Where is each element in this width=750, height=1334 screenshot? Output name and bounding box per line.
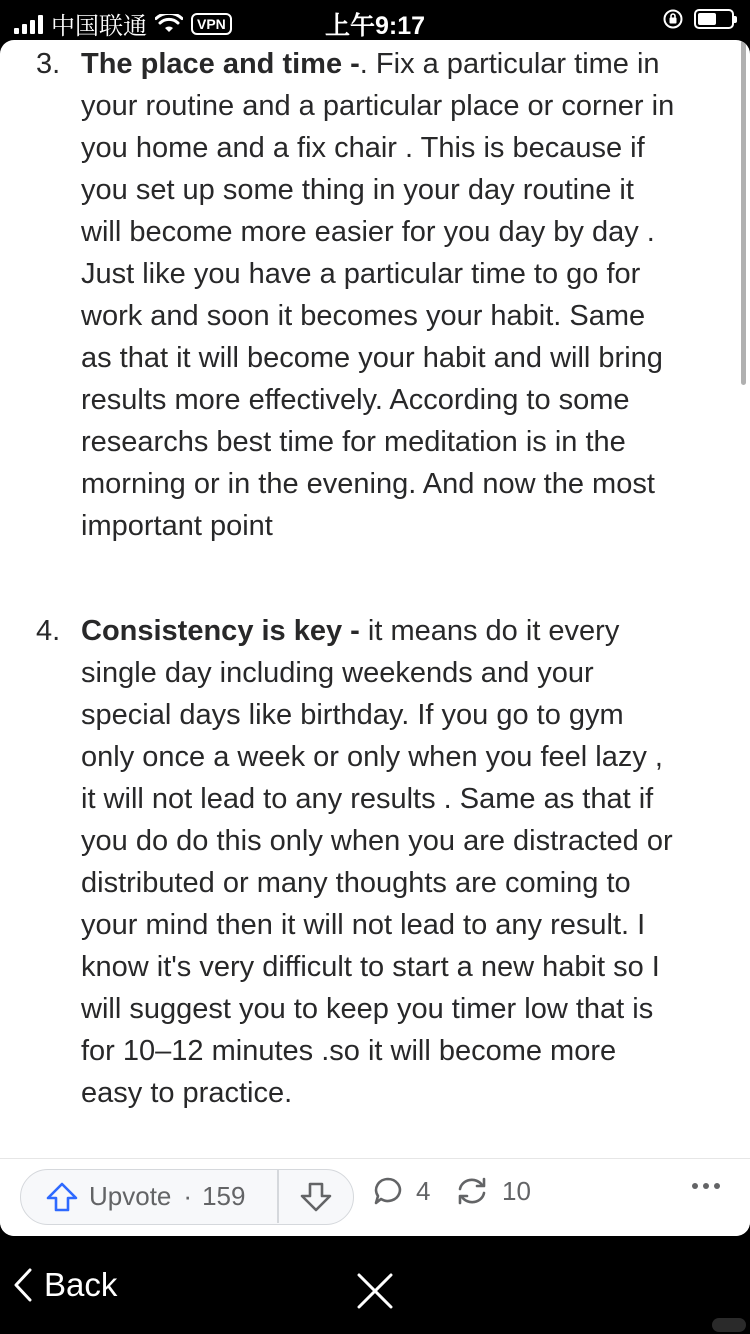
point-body: . Fix a particular time in your routine and a particular place or corner in you home and a fix chair . This is because if you set up some thing in your day routine it will become more easier for you day by day . Just like you have a particular time to go for work and soon it becomes your habit. Same as that it will become your habit and will bring results more effectively. According to some researchs best time for meditation is in the morning or in the evening. And now the most important point — [81, 48, 675, 542]
comment-count: 4 — [416, 1175, 431, 1206]
status-bar — [0, 0, 750, 40]
more-dots-icon — [692, 1183, 698, 1189]
answer-sheet — [0, 40, 750, 1236]
reshare-cycle-icon — [454, 1175, 490, 1207]
status-right — [662, 8, 734, 30]
back-label: Back — [44, 1266, 118, 1303]
status-time: 上午9:17 — [324, 12, 426, 40]
upvote-button[interactable] — [21, 1170, 277, 1223]
rotation-lock-icon — [662, 8, 684, 30]
share-count: 10 — [502, 1175, 531, 1206]
point-heading: The place and time - — [81, 48, 360, 80]
point-heading: Consistency is key - — [81, 615, 360, 647]
downvote-button[interactable] — [279, 1170, 353, 1223]
close-x-icon — [356, 1272, 394, 1310]
point-number: 3. — [36, 48, 61, 80]
upvote-count: 159 — [202, 1181, 246, 1211]
chevron-left-icon — [12, 1267, 34, 1303]
watermark — [712, 1318, 746, 1332]
arrow-down-icon — [299, 1181, 333, 1213]
more-button[interactable] — [692, 1183, 720, 1189]
carrier-name: 中国联通 — [51, 13, 147, 40]
upvote-label: Upvote — [89, 1181, 172, 1211]
scrollbar[interactable] — [741, 40, 746, 385]
battery-icon — [694, 9, 734, 29]
point-number: 4. — [36, 615, 61, 647]
point-paragraph — [81, 43, 681, 547]
point-paragraph — [81, 610, 681, 1114]
action-bar — [0, 1158, 750, 1236]
comment-bubble-icon — [372, 1175, 404, 1207]
back-button[interactable] — [12, 1266, 117, 1304]
share-button[interactable] — [454, 1175, 531, 1207]
bottom-nav — [0, 1236, 750, 1334]
point-body: it means do it every single day including weekends and your special days like birthday. If you go to gym only once a week or only when you feel lazy , it will not lead to any results . Same as that if you do do this only when you are distracted or distributed or many thoughts are coming to your mind then it will not lead to any result. I know it's very difficult to start a new habit so I will suggest you to keep you timer low that is for 10–12 minutes .so it will become more easy to practice. — [81, 615, 673, 1109]
comment-button[interactable] — [372, 1175, 430, 1207]
answer-content — [0, 40, 750, 1158]
separator-dot: · — [183, 1181, 193, 1211]
vote-pill — [20, 1169, 354, 1225]
close-button[interactable] — [356, 1272, 394, 1315]
vpn-badge: VPN — [191, 13, 232, 35]
arrow-up-icon — [45, 1181, 79, 1213]
